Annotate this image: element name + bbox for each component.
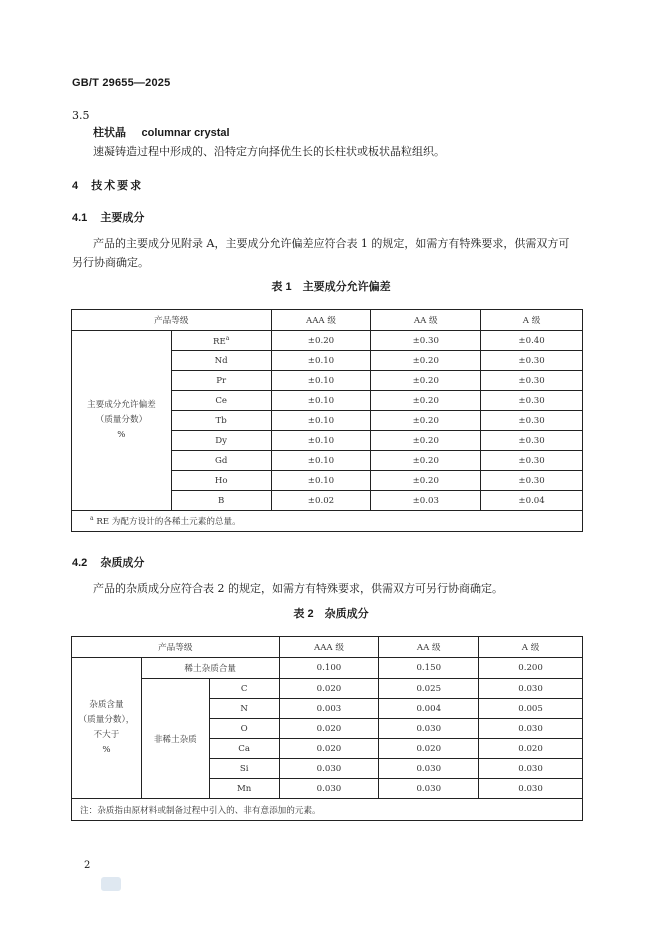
section-4-number: 4 <box>72 180 79 192</box>
value-cell: 0.030 <box>379 779 479 799</box>
value-cell: 0.004 <box>379 699 479 719</box>
value-cell: ±0.30 <box>481 371 583 391</box>
row-label-line: 不大于 <box>93 730 120 740</box>
element-cell: Mn <box>209 779 279 799</box>
value-cell: ±0.10 <box>271 451 371 471</box>
value-cell: 0.030 <box>379 719 479 739</box>
value-cell: ±0.10 <box>271 351 371 371</box>
value-cell: ±0.30 <box>371 331 481 351</box>
row-label-line: 杂质含量 <box>89 700 124 710</box>
section-4-2-para: 产品的杂质成分应符合表 2 的规定，如需方有特殊要求，供需双方可另行协商确定。 <box>93 582 503 595</box>
value-cell: 0.025 <box>379 679 479 699</box>
row-label-line: （质量分数） <box>95 415 148 425</box>
element-cell: Pr <box>171 371 271 391</box>
value-cell: ±0.20 <box>371 431 481 451</box>
re-impurity-label: 稀土杂质合量 <box>141 658 279 679</box>
standard-code: GB/T 29655—2025 <box>72 77 171 89</box>
section-4-1-number: 4.1 <box>72 212 88 224</box>
element-cell: B <box>171 491 271 511</box>
table1-caption: 表 1 主要成分允许偏差 <box>271 281 391 293</box>
value-cell: 0.020 <box>479 739 583 759</box>
term-en: columnar crystal <box>141 127 230 139</box>
page-number: 2 <box>84 860 91 871</box>
value-cell: ±0.30 <box>481 411 583 431</box>
table2-head-label: 产品等级 <box>72 637 280 658</box>
value-cell: 0.020 <box>279 719 379 739</box>
element-cell: Gd <box>171 451 271 471</box>
value-cell: 0.030 <box>279 759 379 779</box>
value-cell: 0.030 <box>479 679 583 699</box>
section-4-heading <box>72 178 143 194</box>
value-cell: ±0.10 <box>271 471 371 491</box>
table2-header-row <box>72 637 583 658</box>
table1-grade: A 级 <box>481 310 583 331</box>
table2-note: 注：杂质指由原材料或制备过程中引入的、非有意添加的元素。 <box>72 799 583 821</box>
table2-grade: AAA 级 <box>279 637 379 658</box>
section-4-2-title: 杂质成分 <box>100 557 145 569</box>
table-row <box>72 331 583 351</box>
term-cn: 柱状晶 <box>93 127 126 139</box>
table2-grade: AA 级 <box>379 637 479 658</box>
element-cell: N <box>209 699 279 719</box>
value-cell: ±0.20 <box>271 331 371 351</box>
table1-header-row <box>72 310 583 331</box>
element-cell: Dy <box>171 431 271 451</box>
value-cell: 0.030 <box>479 759 583 779</box>
value-cell: 0.020 <box>379 739 479 759</box>
value-cell: 0.020 <box>279 739 379 759</box>
table1-row-label <box>72 331 172 511</box>
value-cell: 0.003 <box>279 699 379 719</box>
value-cell: ±0.30 <box>481 451 583 471</box>
value-cell: ±0.20 <box>371 351 481 371</box>
value-cell: ±0.20 <box>371 371 481 391</box>
value-cell: ±0.10 <box>271 391 371 411</box>
table2 <box>71 636 583 821</box>
element-cell <box>171 331 271 351</box>
non-re-impurity-label: 非稀土杂质 <box>141 679 209 799</box>
value-cell: ±0.20 <box>371 411 481 431</box>
clause-number-3-5: 3.5 <box>72 109 90 122</box>
table1-footnote-row <box>72 511 583 532</box>
value-cell: 0.005 <box>479 699 583 719</box>
table1-grade: AA 级 <box>371 310 481 331</box>
footnote-mark: a <box>90 515 94 523</box>
section-4-2-heading <box>72 555 144 571</box>
value-cell: ±0.20 <box>371 451 481 471</box>
value-cell: ±0.20 <box>371 391 481 411</box>
element-cell: O <box>209 719 279 739</box>
value-cell: 0.020 <box>279 679 379 699</box>
value-cell: ±0.03 <box>371 491 481 511</box>
element-cell: Ho <box>171 471 271 491</box>
row-label-line: 主要成分允许偏差 <box>87 400 156 410</box>
value-cell: ±0.30 <box>481 351 583 371</box>
section-4-1-para-line1: 产品的主要成分见附录 A，主要成分允许偏差应符合表 1 的规定，如需方有特殊要求，供需双方可 <box>93 237 570 250</box>
table-row <box>72 658 583 679</box>
value-cell: 0.030 <box>479 779 583 799</box>
value-cell: ±0.30 <box>481 431 583 451</box>
section-4-1-heading <box>72 210 144 226</box>
footnote-text: RE 为配方设计的各稀土元素的总量。 <box>96 517 241 527</box>
value-cell: 0.030 <box>379 759 479 779</box>
table2-grade: A 级 <box>479 637 583 658</box>
value-cell: ±0.20 <box>371 471 481 491</box>
value-cell: 0.030 <box>479 719 583 739</box>
table-row <box>72 679 583 699</box>
value-cell: ±0.10 <box>271 371 371 391</box>
row-label-line: （质量分数）， <box>78 715 135 725</box>
value-cell: ±0.10 <box>271 411 371 431</box>
value-cell: 0.200 <box>479 658 583 679</box>
table1-footnote <box>72 511 583 532</box>
table1-grade: AAA 级 <box>271 310 371 331</box>
value-cell: 0.030 <box>279 779 379 799</box>
element-cell: Si <box>209 759 279 779</box>
value-cell: 0.100 <box>279 658 379 679</box>
value-cell: ±0.04 <box>481 491 583 511</box>
term <box>93 125 230 141</box>
element-cell: Nd <box>171 351 271 371</box>
element-cell: Tb <box>171 411 271 431</box>
row-label-line: % <box>117 430 126 440</box>
value-cell: ±0.40 <box>481 331 583 351</box>
table2-caption: 表 2 杂质成分 <box>293 608 369 620</box>
row-label-line: % <box>102 745 111 755</box>
value-cell: ±0.02 <box>271 491 371 511</box>
value-cell: ±0.30 <box>481 391 583 411</box>
section-4-1-title: 主要成分 <box>100 212 145 224</box>
element-symbol: RE <box>213 336 226 347</box>
section-4-2-number: 4.2 <box>72 557 88 569</box>
element-cell: Ca <box>209 739 279 759</box>
value-cell: 0.150 <box>379 658 479 679</box>
section-4-1-para-line2: 另行协商确定。 <box>72 256 149 269</box>
table2-note-row <box>72 799 583 821</box>
footnote-ref: a <box>225 334 230 342</box>
value-cell: ±0.30 <box>481 471 583 491</box>
term-definition: 速凝铸造过程中形成的、沿特定方向择优生长的长柱状或板状晶粒组织。 <box>93 145 445 158</box>
table1 <box>71 309 583 532</box>
element-cell: C <box>209 679 279 699</box>
value-cell: ±0.10 <box>271 431 371 451</box>
watermark-logo-icon <box>101 877 121 891</box>
table1-head-label: 产品等级 <box>72 310 272 331</box>
section-4-title: 技术要求 <box>91 180 144 192</box>
table2-row-label <box>72 658 142 799</box>
element-cell: Ce <box>171 391 271 411</box>
